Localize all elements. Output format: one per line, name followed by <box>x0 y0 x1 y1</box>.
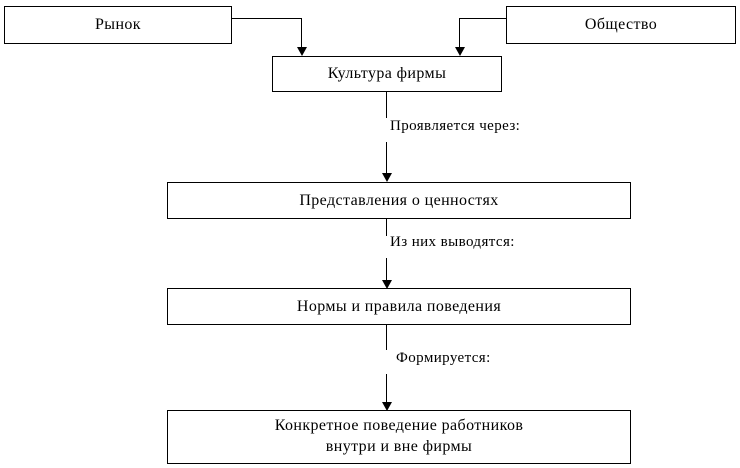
connector-market-horizontal <box>232 18 302 19</box>
node-society-label: Общество <box>584 16 658 33</box>
edge-label-derived: Из них выводятся: <box>390 234 515 250</box>
arrowhead-market-to-culture <box>297 47 307 56</box>
arrowhead-culture-to-values <box>382 173 392 182</box>
connector-society-horizontal <box>459 18 507 19</box>
connector-values-to-norms-upper <box>386 219 387 236</box>
connector-market-vertical <box>301 18 302 49</box>
node-norms-label: Нормы и правила поведения <box>296 297 502 315</box>
node-market-label: Рынок <box>95 16 141 33</box>
node-values <box>167 182 631 219</box>
connector-society-vertical <box>459 18 460 49</box>
connector-norms-to-behavior-upper <box>386 325 387 350</box>
node-norms <box>167 288 631 325</box>
connector-values-to-norms-lower <box>386 258 387 282</box>
node-behavior <box>167 410 631 464</box>
node-market <box>4 6 232 44</box>
node-behavior-label-line2: внутри и вне фирмы <box>325 438 473 455</box>
edge-label-manifests: Проявляется через: <box>390 118 521 134</box>
node-values-label: Представления о ценностях <box>299 191 499 209</box>
arrowhead-society-to-culture <box>455 47 465 56</box>
connector-culture-to-values-upper <box>386 92 387 118</box>
node-culture-label: Культура фирмы <box>327 65 447 82</box>
node-behavior-label-line1: Конкретное поведение работников <box>274 417 524 435</box>
connector-norms-to-behavior-lower <box>386 374 387 404</box>
node-culture <box>272 56 502 92</box>
edge-label-formed: Формируется: <box>396 350 491 366</box>
connector-culture-to-values-lower <box>386 142 387 175</box>
node-society <box>506 6 736 44</box>
